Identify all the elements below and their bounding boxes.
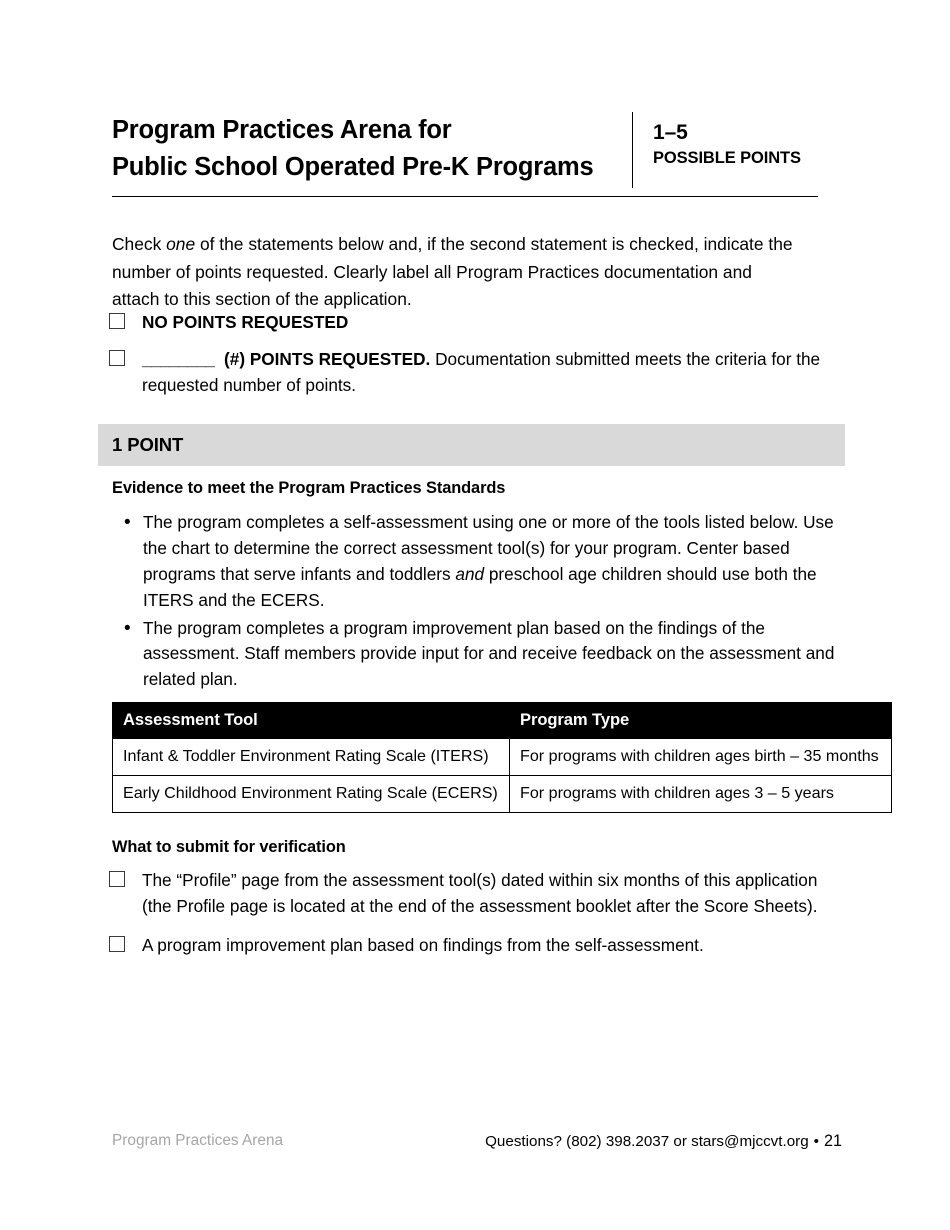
checkbox-no-points-requested[interactable] <box>109 313 125 329</box>
intro-part-2: of the statements below and, if the second statement is checked, indicate the number of points requested. Clearly label all Program Practices documentation and attach to this section of the application. <box>112 234 793 310</box>
header-horizontal-rule <box>112 196 818 197</box>
verification-item-improvement-plan[interactable] <box>109 933 849 959</box>
table-header-row <box>113 703 892 739</box>
points-label: POSSIBLE POINTS <box>653 149 801 168</box>
page-title <box>112 112 632 186</box>
verification-heading: What to submit for verification <box>112 838 346 856</box>
footer-separator: • <box>813 1133 819 1150</box>
table-header <box>113 703 892 739</box>
footer-contact-block <box>485 1132 842 1151</box>
page-number: 21 <box>823 1132 842 1150</box>
evidence-heading: Evidence to meet the Program Practices Standards <box>112 479 506 497</box>
points-request-group <box>109 310 829 398</box>
points-requested-text <box>142 347 829 398</box>
points-requested-label: (#) POINTS REQUESTED. <box>224 349 431 370</box>
list-item <box>112 616 842 694</box>
list-item <box>112 510 842 614</box>
bullet-0-emphasis: and <box>455 563 485 584</box>
page-title-line-2: Public School Operated Pre-K Programs <box>112 153 594 182</box>
page-title-line-1: Program Practices Arena for <box>112 116 452 144</box>
intro-part-1: Check <box>112 234 167 255</box>
cell-assessment-tool-iters: Infant & Toddler Environment Rating Scale (ITERS) <box>113 739 510 776</box>
column-header-program-type: Program Type <box>510 703 892 739</box>
footer-section-name: Program Practices Arena <box>112 1132 284 1149</box>
points-requested-row[interactable] <box>109 347 829 398</box>
intro-paragraph <box>112 231 802 314</box>
points-requested-blank-field[interactable]: ________ <box>142 349 215 370</box>
assessment-tool-table <box>112 702 892 813</box>
points-requested-description: Documentation submitted meets the criteria for the requested number of points. <box>142 349 821 395</box>
cell-assessment-tool-ecers: Early Childhood Environment Rating Scale (ECERS) <box>113 776 510 813</box>
footer-contact-text: Questions? (802) 398.2037 or stars@mjccvt.org <box>485 1133 809 1150</box>
no-points-requested-label: NO POINTS REQUESTED <box>142 312 349 332</box>
bullet-0-part-2: preschool age children should use both the ITERS and the ECERS. <box>143 563 817 610</box>
section-band-1-point <box>98 424 845 466</box>
possible-points-block <box>633 112 801 170</box>
section-band-label: 1 POINT <box>112 434 184 455</box>
bullet-1-part-1: The program completes a program improvement plan based on the findings of the assessment. Staff members provide input for and receive feedback on the assessment and related plan. <box>143 617 835 690</box>
verification-item-label: A program improvement plan based on findings from the self-assessment. <box>142 934 704 955</box>
table-row <box>113 776 892 813</box>
page-header <box>112 112 818 188</box>
cell-program-type-ecers: For programs with children ages 3 – 5 years <box>510 776 892 813</box>
page-footer <box>112 1132 842 1154</box>
checkbox-profile-page[interactable] <box>109 871 125 887</box>
verification-item-label: The “Profile” page from the assessment tool(s) dated within six months of this application (the Profile page is located at the end of the assessment booklet after the Score Sheets). <box>142 870 818 916</box>
cell-program-type-iters: For programs with children ages birth – 35 months <box>510 739 892 776</box>
evidence-bullet-list <box>112 510 842 695</box>
intro-emphasis: one <box>166 234 196 255</box>
checkbox-improvement-plan[interactable] <box>109 936 125 952</box>
table-body <box>113 739 892 813</box>
column-header-assessment-tool: Assessment Tool <box>113 703 510 739</box>
verification-item-profile-page[interactable] <box>109 868 849 920</box>
points-range: 1–5 <box>653 121 688 144</box>
no-points-requested-row[interactable] <box>109 310 829 335</box>
no-points-requested-text <box>142 310 829 335</box>
bullet-0-part-1: The program completes a self-assessment using one or more of the tools listed below. Use the chart to determine the correct assessment tool(s) for your program. Center based programs that serve infants and toddlers <box>143 512 834 584</box>
table-row <box>113 739 892 776</box>
verification-checklist <box>109 868 849 958</box>
checkbox-points-requested[interactable] <box>109 350 125 366</box>
